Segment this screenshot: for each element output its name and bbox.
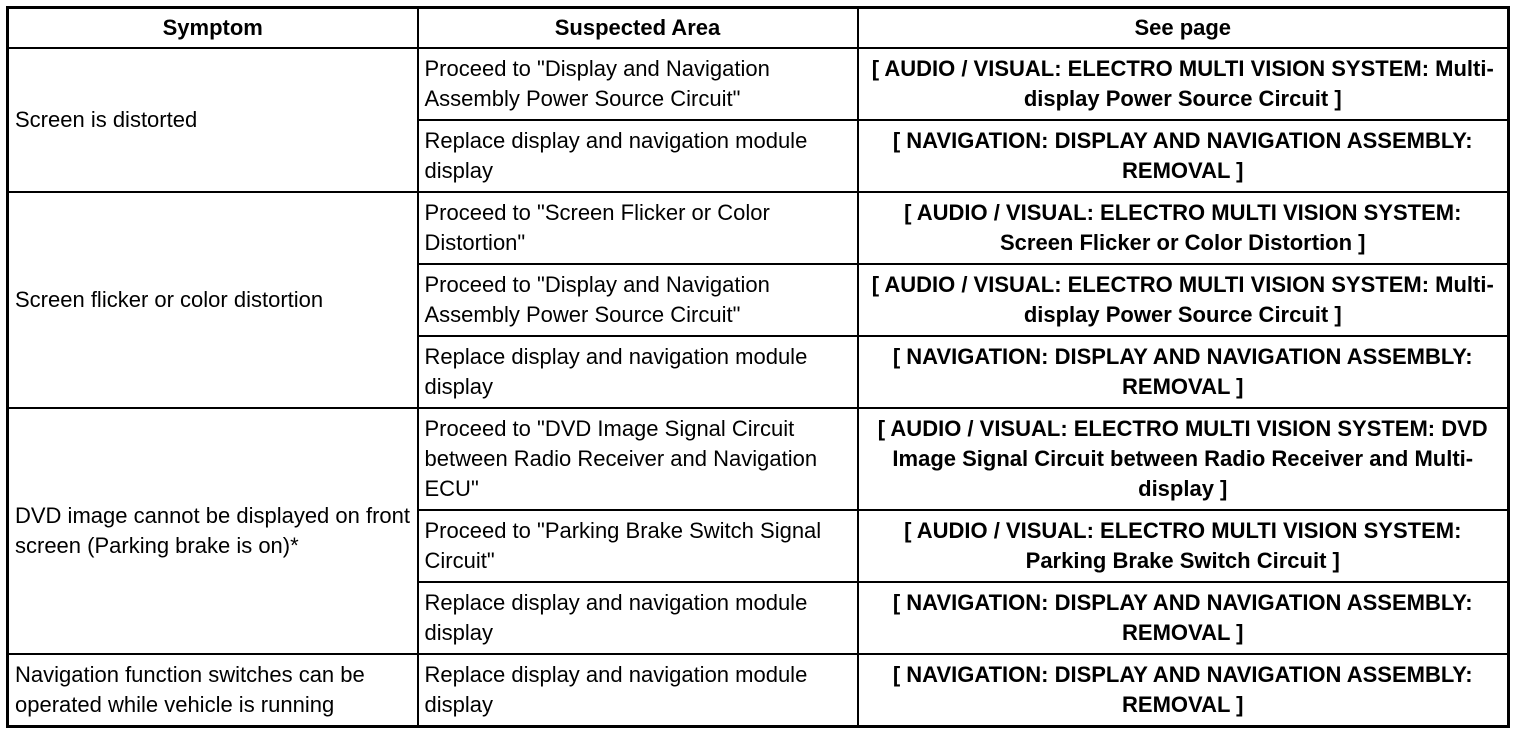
table-row (8, 48, 1509, 120)
table-row (8, 408, 1509, 510)
symptom-cell: Screen is distorted (8, 48, 418, 192)
suspected-area-cell: Proceed to "DVD Image Signal Circuit between Radio Receiver and Navigation ECU" (418, 408, 858, 510)
see-page-cell: [ AUDIO / VISUAL: ELECTRO MULTI VISION SYSTEM: Parking Brake Switch Circuit ] (858, 510, 1509, 582)
suspected-area-cell: Replace display and navigation module display (418, 336, 858, 408)
suspected-area-cell: Proceed to "Parking Brake Switch Signal Circuit" (418, 510, 858, 582)
suspected-area-cell: Replace display and navigation module display (418, 120, 858, 192)
see-page-header: See page (858, 8, 1509, 49)
troubleshooting-table (6, 6, 1510, 728)
suspected-area-cell: Proceed to "Display and Navigation Assembly Power Source Circuit" (418, 48, 858, 120)
suspected-area-cell: Replace display and navigation module display (418, 654, 858, 726)
symptom-cell: Navigation function switches can be operated while vehicle is running (8, 654, 418, 726)
symptom-header: Symptom (8, 8, 418, 49)
suspected-area-header: Suspected Area (418, 8, 858, 49)
table-row (8, 192, 1509, 264)
see-page-cell: [ AUDIO / VISUAL: ELECTRO MULTI VISION SYSTEM: Screen Flicker or Color Distortion ] (858, 192, 1509, 264)
symptom-cell: DVD image cannot be displayed on front screen (Parking brake is on)* (8, 408, 418, 654)
table-row (8, 654, 1509, 726)
see-page-cell: [ NAVIGATION: DISPLAY AND NAVIGATION ASSEMBLY: REMOVAL ] (858, 336, 1509, 408)
suspected-area-cell: Proceed to "Display and Navigation Assembly Power Source Circuit" (418, 264, 858, 336)
suspected-area-cell: Replace display and navigation module display (418, 582, 858, 654)
see-page-cell: [ NAVIGATION: DISPLAY AND NAVIGATION ASSEMBLY: REMOVAL ] (858, 582, 1509, 654)
see-page-cell: [ NAVIGATION: DISPLAY AND NAVIGATION ASSEMBLY: REMOVAL ] (858, 120, 1509, 192)
see-page-cell: [ AUDIO / VISUAL: ELECTRO MULTI VISION SYSTEM: Multi-display Power Source Circuit ] (858, 264, 1509, 336)
suspected-area-cell: Proceed to "Screen Flicker or Color Distortion" (418, 192, 858, 264)
header-row (8, 8, 1509, 49)
see-page-cell: [ AUDIO / VISUAL: ELECTRO MULTI VISION SYSTEM: Multi-display Power Source Circuit ] (858, 48, 1509, 120)
see-page-cell: [ AUDIO / VISUAL: ELECTRO MULTI VISION SYSTEM: DVD Image Signal Circuit between Radio Receiver and Multi-display ] (858, 408, 1509, 510)
symptom-cell: Screen flicker or color distortion (8, 192, 418, 408)
see-page-cell: [ NAVIGATION: DISPLAY AND NAVIGATION ASSEMBLY: REMOVAL ] (858, 654, 1509, 726)
